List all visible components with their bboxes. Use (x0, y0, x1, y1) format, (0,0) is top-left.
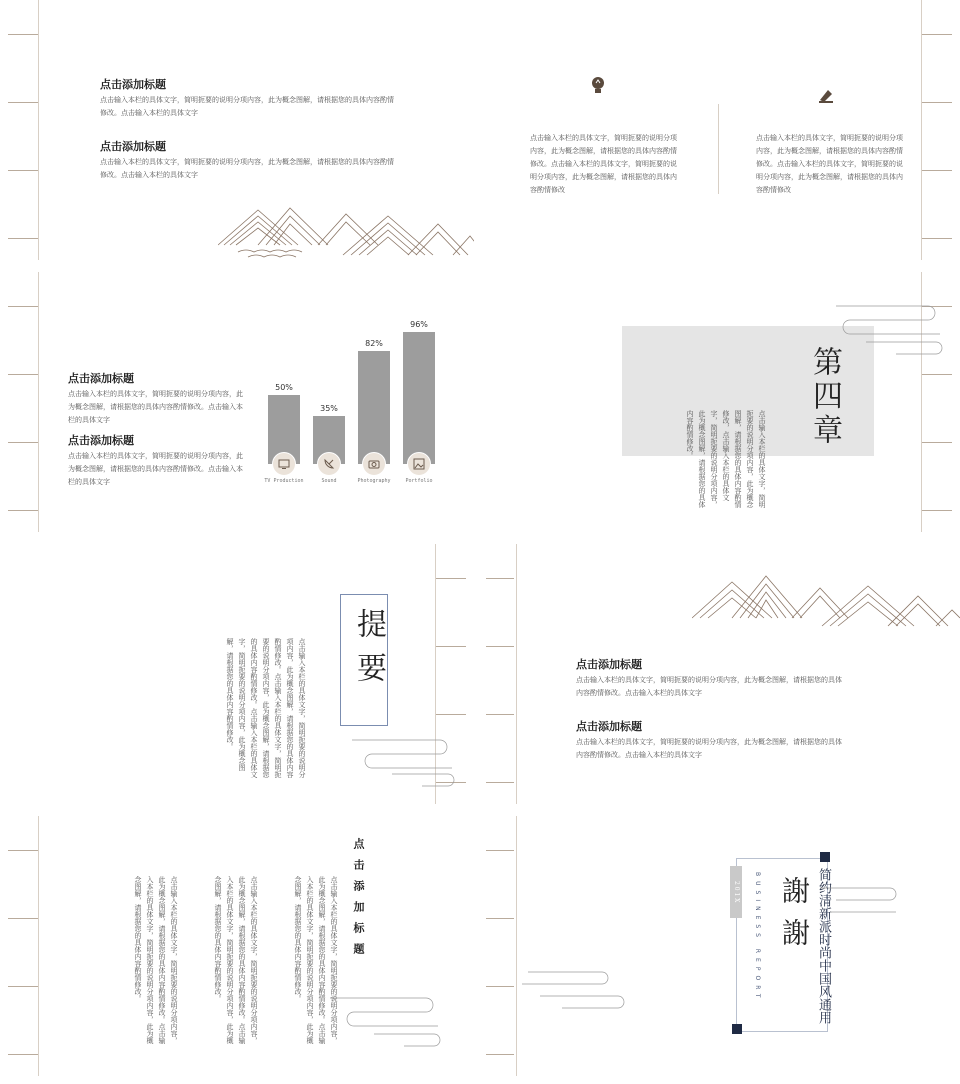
bar-photography (358, 351, 390, 464)
bar-category-label: Sound (321, 478, 337, 484)
slide-2[interactable] (486, 0, 960, 260)
bar-category-label: TV Production (264, 478, 304, 484)
bar-portfolio (403, 332, 435, 464)
binder-right (921, 0, 960, 260)
slide-4[interactable] (486, 272, 960, 532)
mountains-illustration (218, 200, 474, 260)
paper-curl-ornament (522, 966, 632, 1016)
chapter-title: 第四章 (807, 346, 842, 448)
slide6-title-1: 点击添加标题 (576, 658, 642, 671)
slide6-title-2: 点击添加标题 (576, 720, 642, 733)
frame-corner-square (820, 852, 830, 862)
year-tag: 2 0 1 X (730, 866, 742, 918)
lightbulb-icon (590, 76, 606, 94)
slide-5[interactable] (0, 544, 474, 804)
slide7-col-2: 点击输入本栏的具体文字，简明扼要的说明分项内容，此为概念图解，请根据您的具体内容酌情修改。点击输入本栏的具体文字，简明扼要的说明分项内容，此为概念图解，请根据您的具体内容酌情修改。 (214, 876, 258, 1044)
bar-value-label: 96% (410, 320, 428, 330)
summary-vertical-text: 点击输入本栏的具体文字，简明扼要的说明分项内容，此为概念图解，请根据您的具体内容酌情修改。点击输入本栏的具体文字，简明扼要的说明分项内容，此为概念图解，请根据您的具体内容酌情修改。点击输入本栏的具体文字，简明扼要的说明分项内容，此为概念图解，请根据您的具体内容酌情修改。 (226, 638, 306, 778)
binder-left (486, 816, 517, 1076)
frame-corner-square (732, 1024, 742, 1034)
slide3-title-2: 点击添加标题 (68, 434, 134, 447)
slide1-title-1: 点击添加标题 (100, 78, 166, 91)
slide-6[interactable] (486, 544, 960, 804)
slide3-body-1: 点击输入本栏的具体文字，简明扼要的说明分项内容，此为概念图解，请根据您的具体内容酌情修改。点击输入本栏的具体文字 (68, 390, 243, 424)
bar-value-label: 35% (320, 403, 338, 413)
slide-1[interactable] (0, 0, 474, 260)
slide1-title-2: 点击添加标题 (100, 140, 166, 153)
slide3-body-2: 点击输入本栏的具体文字，简明扼要的说明分项内容，此为概念图解，请根据您的具体内容酌情修改。点击输入本栏的具体文字 (68, 452, 243, 486)
slide-gap (474, 0, 486, 1084)
slide-7[interactable] (0, 816, 474, 1076)
binder-left (0, 0, 39, 260)
camera-icon (362, 452, 386, 476)
column-divider (718, 104, 719, 194)
bar-chart (262, 320, 452, 500)
slide1-body-1: 点击输入本栏的具体文字，简明扼要的说明分项内容，此为概念图解，请根据您的具体内容酌情修改。点击输入本栏的具体文字 (100, 96, 394, 117)
thanks-title: 謝謝 (778, 876, 811, 960)
business-report-label: BUSINESS REPORT (754, 872, 761, 1003)
chapter-vertical-text: 点击输入本栏的具体文字，简明扼要的说明分项内容，此为概念图解，请根据您的具体内容酌情修改，点击输入本栏的具体文字，简明扼要的说明分项内容，此为概念图解，请根据您的具体内容酌情修改。 (686, 410, 766, 508)
pen-icon (818, 86, 836, 104)
slide2-col-1: 点击输入本栏的具体文字，简明扼要的说明分项内容，此为概念图解，请根据您的具体内容酌情修改。点击输入本栏的具体文字，简明扼要的说明分项内容，此为概念图解，请根据您的具体内容酌情修改 (530, 134, 677, 194)
paper-curl-ornament (836, 302, 946, 362)
slide1-body-2: 点击输入本栏的具体文字，简明扼要的说明分项内容，此为概念图解，请根据您的具体内容酌情修改。点击输入本栏的具体文字 (100, 158, 394, 179)
slide2-col-2: 点击输入本栏的具体文字，简明扼要的说明分项内容，此为概念图解，请根据您的具体内容酌情修改。点击输入本栏的具体文字，简明扼要的说明分项内容，此为概念图解，请根据您的具体内容酌情修改 (756, 134, 903, 194)
paper-curl-ornament (330, 992, 450, 1052)
binder-left (0, 272, 39, 532)
slide7-col-3: 点击输入本栏的具体文字，简明扼要的说明分项内容，此为概念图解，请根据您的具体内容酌情修改。点击输入本栏的具体文字，简明扼要的说明分项内容，此为概念图解，请根据您的具体内容酌情修改。 (134, 876, 178, 1044)
slide6-body-1: 点击输入本栏的具体文字，简明扼要的说明分项内容，此为概念图解，请根据您的具体内容酌情修改。点击输入本栏的具体文字 (576, 676, 842, 697)
thanks-subtitle: 简约清新派时尚中国风通用 (816, 868, 831, 1024)
tv-icon (272, 452, 296, 476)
bar-value-label: 82% (365, 339, 383, 349)
slide-3[interactable] (0, 272, 474, 532)
bar-category-label: Portfolio (405, 478, 433, 484)
slide-8[interactable] (486, 816, 960, 1076)
paper-curl-ornament (820, 876, 910, 926)
binder-left (0, 816, 39, 1076)
bar-category-label: Photography (357, 478, 391, 484)
paper-curl-ornament (352, 734, 462, 794)
slide3-title-1: 点击添加标题 (68, 372, 134, 385)
binder-left (486, 544, 517, 804)
picture-icon (407, 452, 431, 476)
summary-heading: 提要 (351, 608, 386, 696)
slide7-heading: 点击添加标题 (352, 838, 365, 964)
satellite-dish-icon (317, 452, 341, 476)
slide7-col-1: 点击输入本栏的具体文字，简明扼要的说明分项内容，此为概念图解，请根据您的具体内容酌情修改。点击输入本栏的具体文字，简明扼要的说明分项内容，此为概念图解，请根据您的具体内容酌情修改。 (294, 876, 338, 1044)
slide6-body-2: 点击输入本栏的具体文字，简明扼要的说明分项内容，此为概念图解，请根据您的具体内容酌情修改。点击输入本栏的具体文字 (576, 738, 842, 759)
mountains-illustration (692, 568, 960, 630)
bar-value-label: 50% (275, 383, 293, 393)
